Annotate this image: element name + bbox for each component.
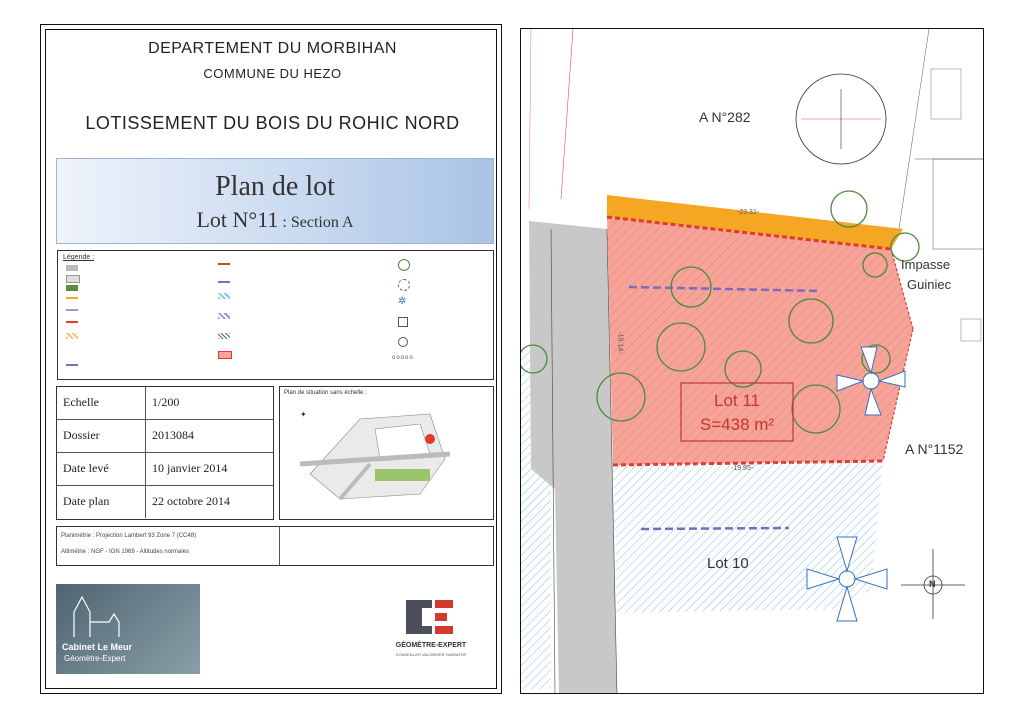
note-planimetry: Planimétrie : Projection Lambert 93 Zone 7 (CC48) xyxy=(61,533,197,539)
ge-label: GÉOMÈTRE-EXPERT xyxy=(395,642,467,649)
legend-swatch-lot xyxy=(218,351,232,359)
legend-swatch-hatch-blue xyxy=(218,293,230,299)
legend-swatch-red-dash-2 xyxy=(218,263,230,267)
north-label: N xyxy=(929,579,936,589)
legend-swatch-green xyxy=(66,285,78,291)
dimension-bottom: -19.95- xyxy=(731,465,754,472)
section-label: : Section A xyxy=(282,214,354,231)
ge-emblem-icon xyxy=(401,598,461,638)
legend-swatch-orange-line xyxy=(66,297,78,299)
info-key: Date levé xyxy=(63,461,109,475)
hedge-icon: ooooo xyxy=(392,355,414,361)
street-name-line2: Guiniec xyxy=(907,277,952,292)
info-key: Dossier xyxy=(63,428,100,442)
legend-box xyxy=(57,250,494,380)
info-row xyxy=(57,420,273,453)
department-title: DEPARTEMENT DU MORBIHAN xyxy=(148,40,397,57)
legend-swatch-red-dash xyxy=(66,321,78,325)
legend-swatch-purple-line xyxy=(66,309,78,311)
lot11-title: Lot 11 xyxy=(713,391,760,410)
situation-map xyxy=(280,399,493,519)
legend-swatch-violet-line xyxy=(218,281,230,283)
info-key: Echelle xyxy=(63,395,99,409)
lot11-area-label: S=438 m² xyxy=(699,415,775,434)
notes-box xyxy=(56,526,494,566)
tree-existing-icon xyxy=(398,259,410,271)
info-row xyxy=(57,387,273,420)
church-icon xyxy=(64,592,134,642)
legend-swatch-hatch-green xyxy=(218,333,230,339)
lot-plan-map xyxy=(520,28,984,694)
plan-title: Plan de lot xyxy=(215,171,335,202)
legend-swatch-hatch-orange xyxy=(66,333,78,339)
info-value: 1/200 xyxy=(152,395,180,409)
valve-icon xyxy=(398,337,408,347)
info-key: Date plan xyxy=(63,494,110,508)
cabinet-logo xyxy=(56,584,200,674)
situation-heading: Plan de situation sans échelle : xyxy=(284,390,367,396)
legend-swatch-hatch-purple xyxy=(218,313,230,319)
situation-plan xyxy=(279,386,494,520)
lot10-label: Lot 10 xyxy=(707,555,749,572)
svg-text:✦: ✦ xyxy=(300,410,307,419)
info-value: 10 janvier 2014 xyxy=(152,461,228,475)
manhole-icon xyxy=(398,317,408,327)
legend-swatch-purple-dash xyxy=(66,364,78,368)
subdivision-title: LOTISSEMENT DU BOIS DU ROHIC NORD xyxy=(85,113,460,133)
plan-drawing xyxy=(521,29,984,694)
cabinet-subtitle: Géomètre-Expert xyxy=(64,654,126,663)
legend-swatch-building xyxy=(66,275,80,283)
dimension-top: -23.31- xyxy=(737,209,760,216)
parcel-label-right: A N°1152 xyxy=(905,441,964,457)
legend-swatch-road xyxy=(66,265,78,271)
commune-title: COMMUNE DU HEZO xyxy=(203,66,342,81)
parcel-label-top: A N°282 xyxy=(699,109,751,125)
note-altimetry: Altimétrie : NGF - IGN 1969 - Altitudes normales xyxy=(61,549,190,555)
lighting-icon: ✲ xyxy=(398,296,407,307)
cabinet-name: Cabinet Le Meur xyxy=(62,642,133,652)
info-value: 2013084 xyxy=(152,428,194,442)
lot-number-label: Lot N°11 xyxy=(196,207,279,232)
street-name-line1: Impasse xyxy=(901,257,951,272)
legend-heading: Légende : xyxy=(63,254,95,261)
tree-planned-icon xyxy=(398,279,410,291)
title-band xyxy=(56,158,494,244)
dimension-left: -19.14- xyxy=(616,331,624,354)
ge-tagline: CONSEILLER VALORISER GARANTIR xyxy=(395,652,467,657)
info-row xyxy=(57,453,273,486)
lot-subtitle xyxy=(57,207,493,233)
info-row xyxy=(57,486,273,518)
ge-logo xyxy=(383,598,479,662)
info-table xyxy=(56,386,274,520)
info-value: 22 octobre 2014 xyxy=(152,494,230,508)
